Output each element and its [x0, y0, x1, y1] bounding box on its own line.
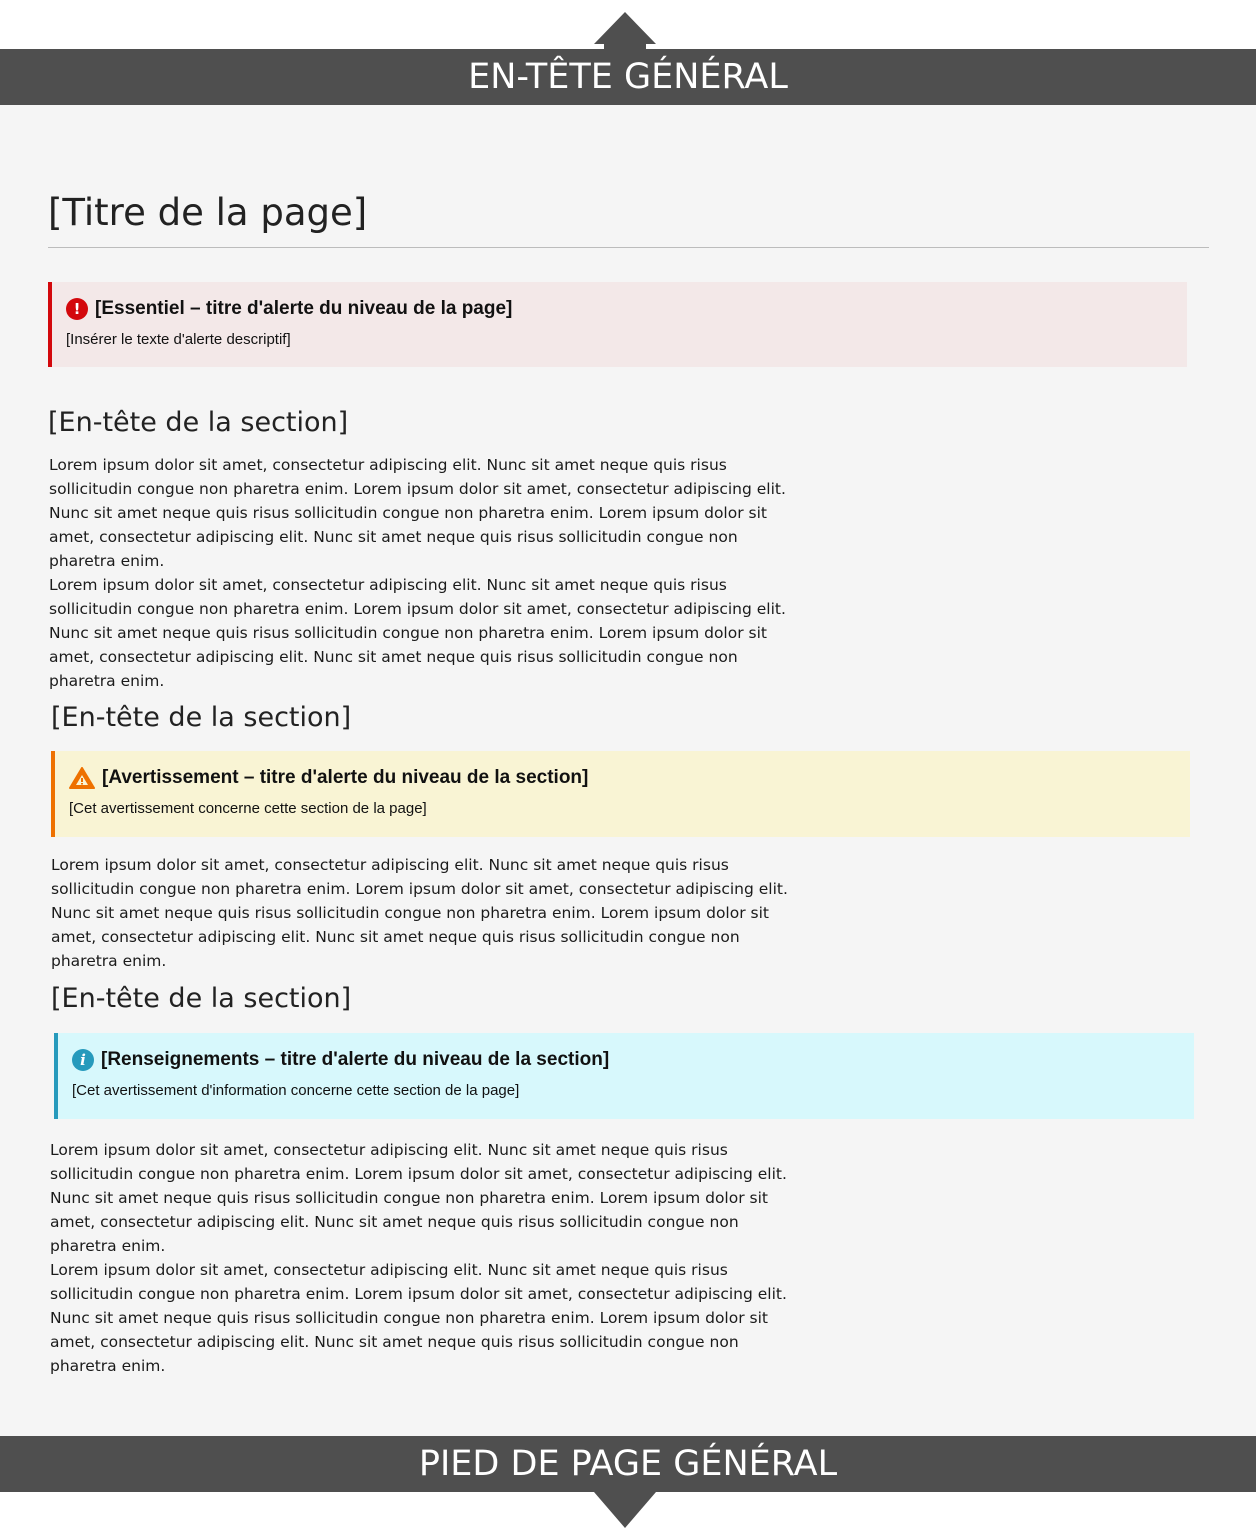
info-alert-text: [Cet avertissement d'information concerne cette section de la page]	[72, 1082, 520, 1099]
global-header	[0, 49, 1256, 105]
danger-alert-text: [Insérer le texte d'alerte descriptif]	[66, 331, 291, 348]
section-heading-3: [En-tête de la section]	[51, 983, 352, 1014]
warning-alert	[51, 751, 1190, 837]
danger-alert-title-row	[66, 296, 1187, 322]
down-arrow-icon	[594, 1492, 656, 1528]
section-3-paragraph-1: Lorem ipsum dolor sit amet, consectetur adipiscing elit. Nunc sit amet neque quis risus sollicitudin congue non pharetra enim. Lorem ipsum dolor sit amet, consectetur adipiscing elit. Nunc sit amet neque quis risus sollicitudin congue non pharetra enim. Lorem ipsum dolor sit amet, consectetur adipiscing elit. Nunc sit amet neque quis risus sollicitudin congue non pharetra enim.	[50, 1141, 787, 1255]
global-header-label: EN-TÊTE GÉNÉRAL	[468, 57, 788, 97]
warning-alert-text: [Cet avertissement concerne cette section de la page]	[69, 800, 427, 817]
info-alert-title-row	[72, 1047, 1194, 1073]
warning-triangle-icon	[69, 767, 95, 789]
danger-alert-title: [Essentiel – titre d'alerte du niveau de la page]	[95, 298, 513, 319]
global-footer-label: PIED DE PAGE GÉNÉRAL	[418, 1444, 838, 1484]
info-alert-title: [Renseignements – titre d'alerte du niveau de la section]	[101, 1049, 610, 1070]
warning-alert-title: [Avertissement – titre d'alerte du niveau de la section]	[102, 767, 589, 788]
section-1-paragraph-2: Lorem ipsum dolor sit amet, consectetur adipiscing elit. Nunc sit amet neque quis risus sollicitudin congue non pharetra enim. Lorem ipsum dolor sit amet, consectetur adipiscing elit. Nunc sit amet neque quis risus sollicitudin congue non pharetra enim. Lorem ipsum dolor sit amet, consectetur adipiscing elit. Nunc sit amet neque quis risus sollicitudin congue non pharetra enim.	[49, 576, 786, 690]
danger-alert	[48, 282, 1187, 367]
section-1-paragraph-1: Lorem ipsum dolor sit amet, consectetur adipiscing elit. Nunc sit amet neque quis risus sollicitudin congue non pharetra enim. Lorem ipsum dolor sit amet, consectetur adipiscing elit. Nunc sit amet neque quis risus sollicitudin congue non pharetra enim. Lorem ipsum dolor sit amet, consectetur adipiscing elit. Nunc sit amet neque quis risus sollicitudin congue non pharetra enim.	[49, 456, 786, 570]
section-heading-2: [En-tête de la section]	[51, 702, 352, 733]
section-3-paragraph-2: Lorem ipsum dolor sit amet, consectetur adipiscing elit. Nunc sit amet neque quis risus sollicitudin congue non pharetra enim. Lorem ipsum dolor sit amet, consectetur adipiscing elit. Nunc sit amet neque quis risus sollicitudin congue non pharetra enim. Lorem ipsum dolor sit amet, consectetur adipiscing elit. Nunc sit amet neque quis risus sollicitudin congue non pharetra enim.	[50, 1261, 787, 1375]
page-content	[0, 105, 1256, 1436]
info-alert	[54, 1033, 1194, 1119]
page-title: [Titre de la page]	[48, 191, 368, 234]
info-circle-icon: i	[72, 1049, 94, 1071]
up-arrow-icon	[594, 12, 656, 44]
section-heading-1: [En-tête de la section]	[48, 407, 349, 438]
section-2-paragraph-1: Lorem ipsum dolor sit amet, consectetur adipiscing elit. Nunc sit amet neque quis risus sollicitudin congue non pharetra enim. Lorem ipsum dolor sit amet, consectetur adipiscing elit. Nunc sit amet neque quis risus sollicitudin congue non pharetra enim. Lorem ipsum dolor sit amet, consectetur adipiscing elit. Nunc sit amet neque quis risus sollicitudin congue non pharetra enim.	[51, 856, 788, 970]
global-footer	[0, 1436, 1256, 1492]
warning-alert-title-row	[69, 765, 1190, 791]
title-divider	[48, 247, 1209, 248]
exclamation-circle-icon: !	[66, 298, 88, 320]
